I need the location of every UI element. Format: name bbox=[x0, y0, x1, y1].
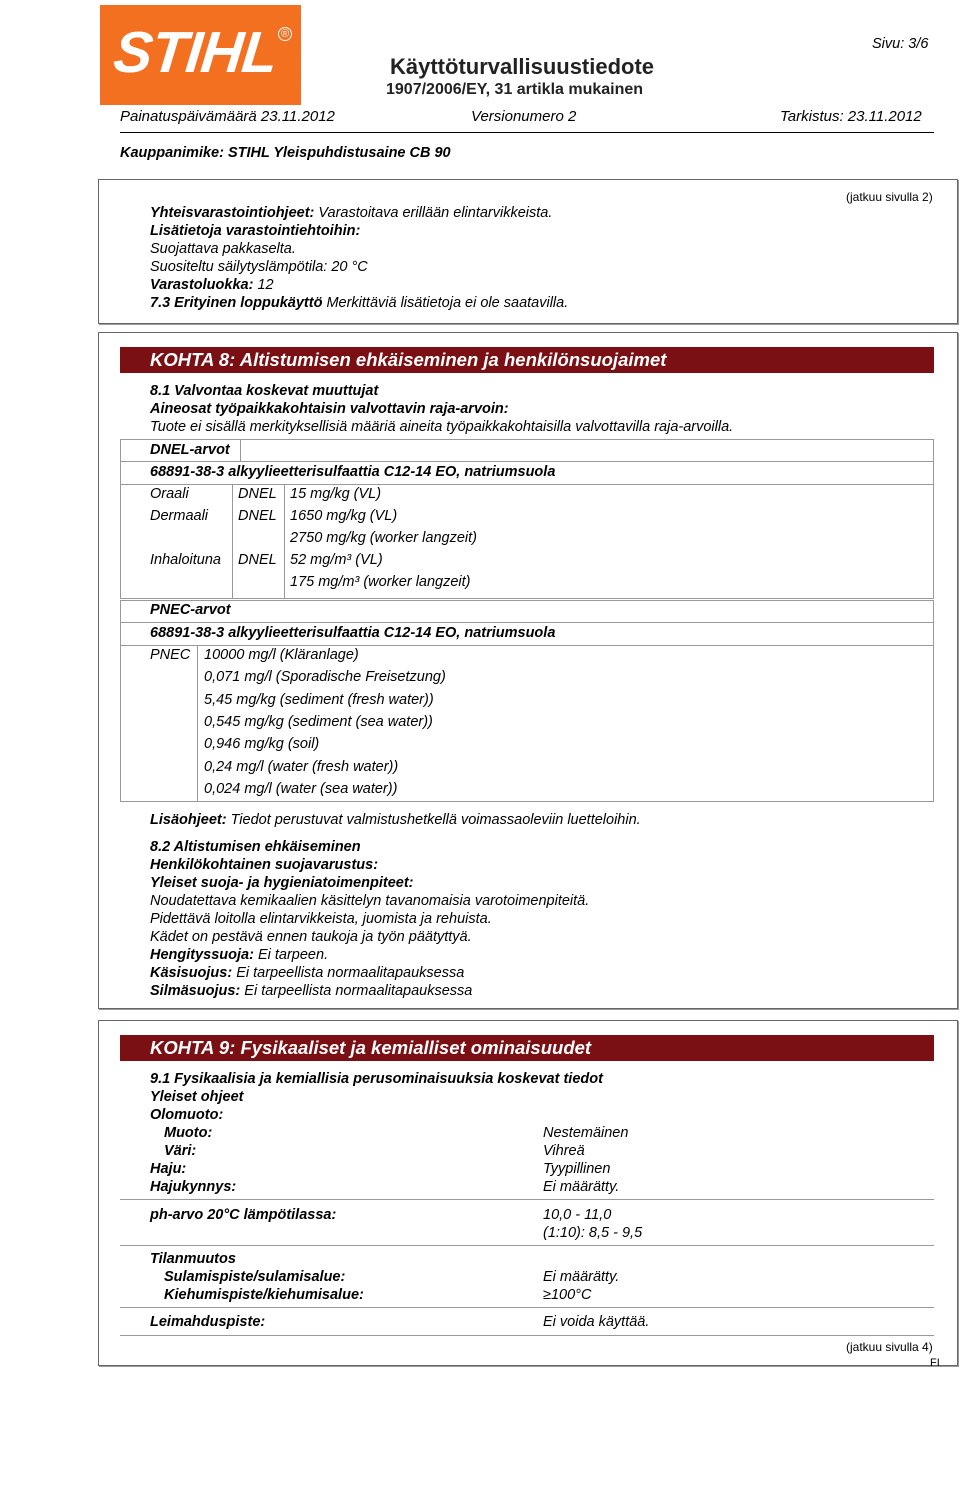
logo-text: STIHL bbox=[110, 20, 281, 85]
storage-line bbox=[150, 295, 568, 312]
dnel-route: Dermaali bbox=[150, 508, 209, 524]
stihl-logo bbox=[100, 5, 301, 105]
ph-divider bbox=[120, 1245, 934, 1246]
storage-line-label: Lisätietoja varastointiehtoihin: bbox=[150, 223, 361, 239]
dnel-col-divider bbox=[232, 484, 233, 598]
ph-value-diluted: (1:10): 8,5 - 9,5 bbox=[543, 1225, 643, 1241]
property-label: Muoto: bbox=[164, 1125, 213, 1141]
flash-divider bbox=[120, 1335, 934, 1336]
property-value: Nestemäinen bbox=[543, 1125, 629, 1141]
dnel-value: 2750 mg/kg (worker langzeit) bbox=[290, 530, 477, 546]
boiling-point-value: ≥100°C bbox=[543, 1287, 592, 1303]
appearance-label: Olomuoto: bbox=[150, 1107, 224, 1123]
dnel-type: DNEL bbox=[238, 552, 277, 568]
extra-info-label: Lisäohjeet: bbox=[150, 812, 227, 828]
pnec-value: 0,024 mg/l (water (sea water)) bbox=[204, 780, 398, 797]
dnel-substance: 68891-38-3 alkyylieetterisulfaattia C12-14 EO, natriumsuola bbox=[150, 464, 556, 480]
hand-protection bbox=[150, 965, 464, 982]
pnec-col-divider bbox=[197, 645, 198, 801]
section8-heading: KOHTA 8: Altistumisen ehkäiseminen ja henkilönsuojaimet bbox=[120, 347, 934, 373]
storage-line-text: Suojattava pakkaselta. bbox=[150, 241, 296, 257]
general-measure-line: Noudatettava kemikaalien käsittelyn tavanomaisia varotoimenpiteitä. bbox=[150, 893, 590, 909]
document-title: Käyttöturvallisuustiedote bbox=[390, 54, 655, 79]
registered-mark-icon: ® bbox=[278, 27, 292, 41]
dnel-col-divider bbox=[284, 484, 285, 598]
hand-label: Käsisuojus: bbox=[150, 965, 233, 981]
trade-name: Kauppanimike: STIHL Yleispuhdistusaine CB 90 bbox=[120, 145, 451, 161]
pnec-value: 0,24 mg/l (water (fresh water)) bbox=[204, 758, 399, 775]
property-label: Haju: bbox=[150, 1161, 187, 1177]
section9-heading: KOHTA 9: Fysikaaliset ja kemialliset ominaisuudet bbox=[120, 1035, 934, 1061]
pnec-value: 5,45 mg/kg (sediment (fresh water)) bbox=[204, 691, 434, 708]
storage-line-text: Varastoitava erillään elintarvikkeista. bbox=[314, 205, 553, 221]
property-value: Tyypillinen bbox=[543, 1161, 611, 1177]
pnec-value: 0,071 mg/l (Sporadische Freisetzung) bbox=[204, 669, 446, 686]
storage-line-label: Yhteisvarastointiohjeet: bbox=[150, 205, 315, 221]
dnel-type: DNEL bbox=[238, 486, 277, 502]
storage-line-text: Merkittäviä lisätietoja ei ole saatavilla. bbox=[322, 295, 569, 311]
dnel-title: DNEL-arvot bbox=[150, 442, 230, 458]
print-date: Painatuspäivämäärä 23.11.2012 bbox=[120, 108, 335, 125]
dnel-route: Oraali bbox=[150, 486, 189, 502]
storage-line-label: 7.3 Erityinen loppukäyttö bbox=[150, 295, 323, 311]
eye-protection bbox=[150, 983, 472, 1000]
respiratory-protection bbox=[150, 947, 328, 964]
storage-line-text: 12 bbox=[253, 277, 274, 293]
property-value: Vihreä bbox=[543, 1143, 585, 1159]
storage-line bbox=[150, 205, 552, 222]
props-divider bbox=[120, 1199, 934, 1200]
language-code: FI bbox=[930, 1357, 940, 1369]
dnel-route: Inhaloituna bbox=[150, 552, 221, 568]
storage-line bbox=[150, 241, 296, 258]
flash-point-value: Ei voida käyttää. bbox=[543, 1314, 650, 1330]
extra-info bbox=[150, 812, 641, 829]
pnec-divider bbox=[120, 645, 934, 646]
limits-label: Aineosat työpaikkakohtaisin valvottavin raja-arvoin: bbox=[150, 401, 509, 417]
eye-label: Silmäsuojus: bbox=[150, 983, 241, 999]
property-label: Väri: bbox=[164, 1143, 197, 1159]
storage-line-text: Suositeltu säilytyslämpötila: 20 °C bbox=[150, 259, 368, 275]
dnel-divider bbox=[120, 484, 934, 485]
revision-date: Tarkistus: 23.11.2012 bbox=[780, 108, 922, 125]
storage-line bbox=[150, 223, 360, 240]
respiratory-text: Ei tarpeen. bbox=[253, 947, 329, 963]
document-subtitle: 1907/2006/EY, 31 artikla mukainen bbox=[386, 81, 644, 98]
pnec-value: 0,946 mg/kg (soil) bbox=[204, 736, 320, 753]
dnel-value: 175 mg/m³ (worker langzeit) bbox=[290, 574, 471, 590]
dnel-type: DNEL bbox=[238, 508, 277, 524]
melting-point-label: Sulamispiste/sulamisalue: bbox=[164, 1269, 346, 1285]
dnel-divider bbox=[120, 461, 934, 462]
general-measure-line: Pidettävä loitolla elintarvikkeista, juomista ja rehuista. bbox=[150, 911, 492, 927]
general-info-label: Yleiset ohjeet bbox=[150, 1089, 244, 1105]
pnec-divider bbox=[120, 622, 934, 623]
dnel-value: 15 mg/kg (VL) bbox=[290, 486, 382, 502]
page-number: Sivu: 3/6 bbox=[872, 36, 929, 52]
boiling-divider bbox=[120, 1307, 934, 1308]
respiratory-label: Hengityssuoja: bbox=[150, 947, 254, 963]
ph-label: ph-arvo 20°C lämpötilassa: bbox=[150, 1207, 337, 1223]
property-value: Ei määrätty. bbox=[543, 1179, 620, 1195]
general-measures-label: Yleiset suoja- ja hygieniatoimenpiteet: bbox=[150, 875, 414, 891]
hand-text: Ei tarpeellista normaalitapauksessa bbox=[232, 965, 465, 981]
subsection-8-1: 8.1 Valvontaa koskevat muuttujat bbox=[150, 383, 379, 399]
storage-line bbox=[150, 259, 368, 276]
subsection-9-1: 9.1 Fysikaalisia ja kemiallisia perusominaisuuksia koskevat tiedot bbox=[150, 1071, 603, 1087]
state-change-label: Tilanmuutos bbox=[150, 1251, 236, 1267]
ppe-label: Henkilökohtainen suojavarustus: bbox=[150, 857, 379, 873]
eye-text: Ei tarpeellista normaalitapauksessa bbox=[240, 983, 473, 999]
header-divider bbox=[120, 132, 934, 133]
pnec-value: 0,545 mg/kg (sediment (sea water)) bbox=[204, 713, 433, 730]
storage-line bbox=[150, 277, 274, 294]
subsection-8-2: 8.2 Altistumisen ehkäiseminen bbox=[150, 839, 361, 855]
continued-from-note: (jatkuu sivulla 2) bbox=[846, 190, 933, 204]
melting-point-value: Ei määrätty. bbox=[543, 1269, 620, 1285]
pnec-value: 10000 mg/l (Kläranlage) bbox=[204, 647, 359, 663]
pnec-substance: 68891-38-3 alkyylieetterisulfaattia C12-14 EO, natriumsuola bbox=[150, 625, 556, 641]
ph-value: 10,0 - 11,0 bbox=[543, 1207, 612, 1223]
dnel-value: 1650 mg/kg (VL) bbox=[290, 508, 398, 524]
flash-point-label: Leimahduspiste: bbox=[150, 1314, 266, 1330]
general-measure-line: Kädet on pestävä ennen taukoja ja työn päätyttyä. bbox=[150, 929, 472, 945]
storage-line-label: Varastoluokka: bbox=[150, 277, 254, 293]
limits-text: Tuote ei sisällä merkityksellisiä määriä aineita työpaikkakohtaisilla valvottavilla raja-arvoilla. bbox=[150, 419, 734, 435]
version-number: Versionumero 2 bbox=[471, 108, 577, 125]
property-label: Hajukynnys: bbox=[150, 1179, 237, 1195]
pnec-label: PNEC bbox=[150, 647, 191, 663]
continued-to-note: (jatkuu sivulla 4) bbox=[846, 1340, 933, 1354]
boiling-point-label: Kiehumispiste/kiehumisalue: bbox=[164, 1287, 364, 1303]
dnel-value: 52 mg/m³ (VL) bbox=[290, 552, 383, 568]
pnec-title: PNEC-arvot bbox=[150, 602, 231, 618]
extra-info-text: Tiedot perustuvat valmistushetkellä voimassaoleviin luetteloihin. bbox=[226, 812, 641, 828]
